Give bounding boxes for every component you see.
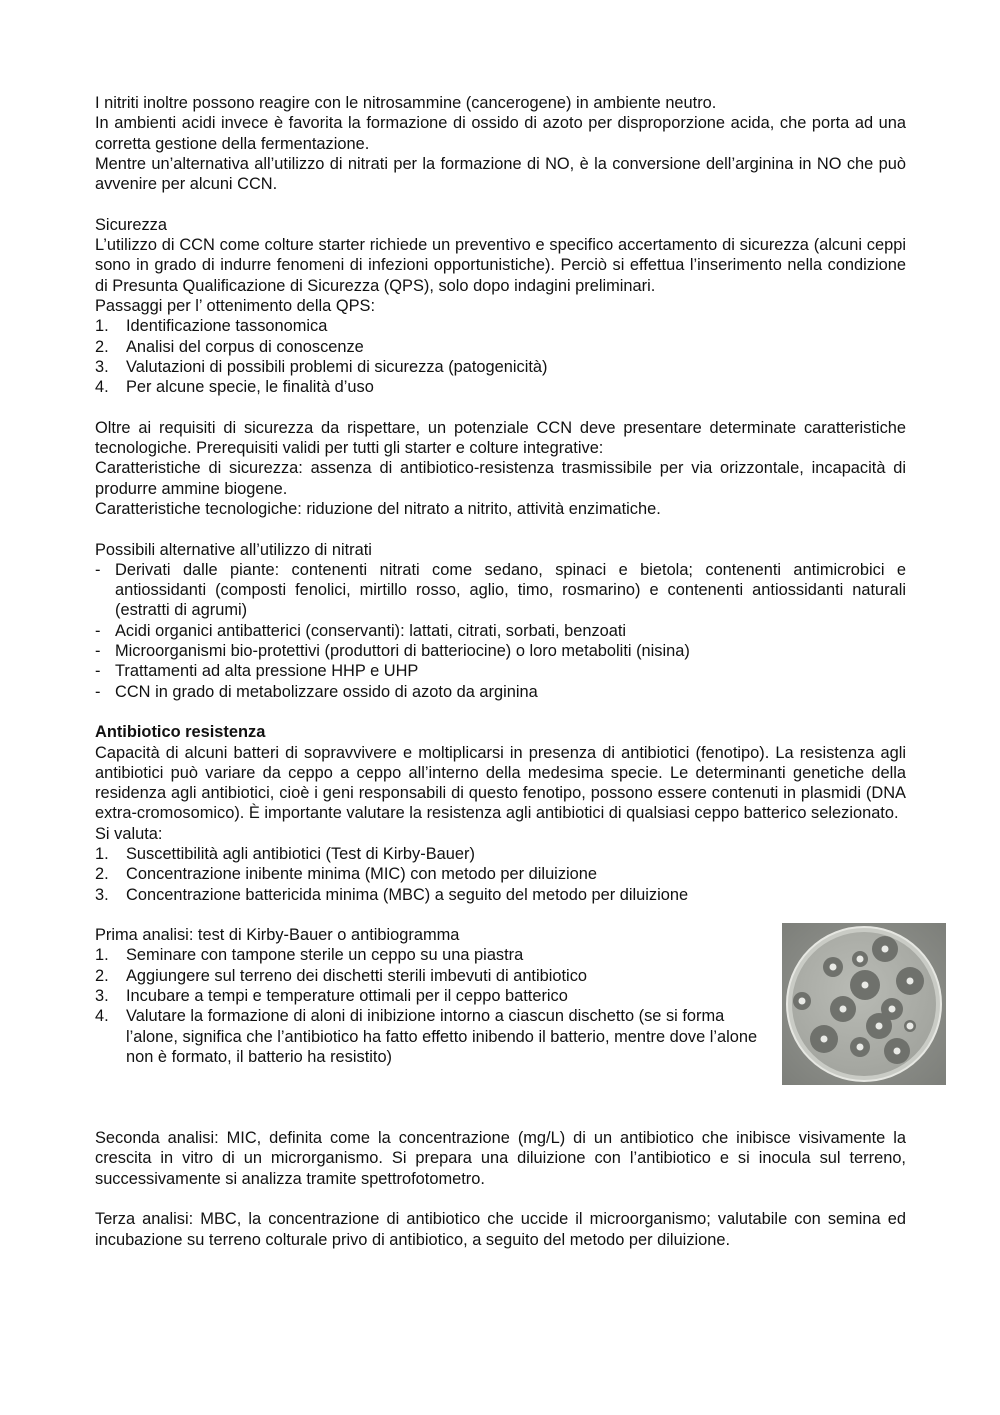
list-item: - Derivati dalle piante: contenenti nitrati come sedano, spinaci e bietola; contenenti antimicrobici e antiossidanti (composti fenolici, mirtillo rosso, aglio, timo, rosmarino) e contenenti antiossidanti naturali (estratti di agrumi) <box>95 560 906 620</box>
kirby-bauer-section <box>95 925 906 1067</box>
intro-paragraph-3: Mentre un’alternativa all’utilizzo di nitrati per la formazione di NO, è la conversione dell’arginina in NO che può avvenire per alcuni CCN. <box>95 154 906 194</box>
sicurezza-title: Sicurezza <box>95 215 167 234</box>
list-item: 2. Concentrazione inibente minima (MIC) con metodo per diluizione <box>95 865 598 884</box>
document-page <box>95 93 906 1250</box>
antibiotico-list-intro: Si valuta: <box>95 824 163 843</box>
list-item: - Microorganismi bio-protettivi (produttori di batteriocine) o loro metaboliti (nisina) <box>95 642 690 661</box>
list-item: 4. Per alcune specie, le finalità d’uso <box>95 378 374 397</box>
requisiti-paragraph-3: Caratteristiche tecnologiche: riduzione del nitrato a nitrito, attività enzimatiche. <box>95 499 661 518</box>
list-item: 4. Valutare la formazione di aloni di inibizione intorno a ciascun dischetto (se si forma l’alone, significa che l’antibiotico ha fatto effetto inibendo il batterio, mentre dove l’alone non è formato, il batterio ha resistito) <box>95 1007 758 1066</box>
antibiotico-body: Capacità di alcuni batteri di sopravvivere e moltiplicarsi in presenza di antibiotici (fenotipo). La resistenza agli antibiotici può variare da ceppo a ceppo all’interno della medesima specie. Le determinanti genetiche della residenza agli antibiotici, cioè i geni responsabili di questo fenotipo, possono essere contenuti in plasmidi (DNA extra-cromosomico). È importante valutare la resistenza agli antibiotici di qualsiasi ceppo batterico selezionato. <box>95 743 906 823</box>
list-item: 3. Incubare a tempi e temperature ottimali per il ceppo batterico <box>95 987 568 1006</box>
terza-analisi-paragraph: Terza analisi: MBC, la concentrazione di antibiotico che uccide il microorganismo; valutabile con semina ed incubazione su terreno colturale privo di antibiotico, a seguito del metodo per diluizione. <box>95 1210 906 1249</box>
list-item: 1. Seminare con tampone sterile un ceppo su una piastra <box>95 946 524 965</box>
antibiogram-plate-photo <box>782 923 946 1085</box>
intro-paragraph-1: I nitriti inoltre possono reagire con le nitrosammine (cancerogene) in ambiente neutro. <box>95 94 717 112</box>
list-item: 1. Identificazione tassonomica <box>95 317 328 336</box>
list-item: - CCN in grado di metabolizzare ossido di azoto da arginina <box>95 682 538 701</box>
qps-steps-list <box>95 316 906 397</box>
requisiti-paragraph-1: Oltre ai requisiti di sicurezza da rispettare, un potenziale CCN deve presentare determinate caratteristiche tecnologiche. Prerequisiti validi per tutti gli starter e colture integrative: <box>95 418 906 458</box>
list-item: - Acidi organici antibatterici (conservanti): lattati, citrati, sorbati, benzoati <box>95 621 627 640</box>
antibiotico-title: Antibiotico resistenza <box>95 723 266 742</box>
antibiotico-list <box>95 844 906 905</box>
qps-steps-intro: Passaggi per l’ ottenimento della QPS: <box>95 296 376 315</box>
prima-analisi-steps <box>95 945 765 1067</box>
list-item: 3. Concentrazione battericida minima (MBC) a seguito del metodo per diluizione <box>95 885 689 904</box>
alternative-title: Possibili alternative all’utilizzo di nitrati <box>95 540 372 559</box>
requisiti-paragraph-2: Caratteristiche di sicurezza: assenza di antibiotico-resistenza trasmissibile per via orizzontale, incapacità di produrre ammine biogene. <box>95 459 906 498</box>
list-item: 3. Valutazioni di possibili problemi di sicurezza (patogenicità) <box>95 357 548 376</box>
intro-paragraph-2: In ambienti acidi invece è favorita la formazione di ossido di azoto per disproporzione acida, che porta ad una corretta gestione della fermentazione. <box>95 114 906 153</box>
list-item: 1. Suscettibilità agli antibiotici (Test di Kirby-Bauer) <box>95 844 475 863</box>
list-item: 2. Analisi del corpus di conoscenze <box>95 337 364 356</box>
sicurezza-body: L’utilizzo di CCN come colture starter richiede un preventivo e specifico accertamento di sicurezza (alcuni ceppi sono in grado di indurre fenomeni di infezioni opportunistiche). Perciò si effettua l’inserimento nella condizione di Presunta Qualificazione di Sicurezza (QPS), solo dopo indagini preliminari. <box>95 236 906 295</box>
alternative-list <box>95 560 906 702</box>
list-item: - Trattamenti ad alta pressione HHP e UHP <box>95 662 419 681</box>
list-item: 2. Aggiungere sul terreno dei dischetti sterili imbevuti di antibiotico <box>95 966 588 985</box>
seconda-analisi-paragraph: Seconda analisi: MIC, definita come la concentrazione (mg/L) di un antibiotico che inibisce visivamente la crescita in vitro di un microrganismo. Si prepara una diluizione con l’antibiotico e si inocula sul terreno, successivamente si analizza tramite spettrofotometro. <box>95 1129 906 1188</box>
prima-analisi-title: Prima analisi: test di Kirby-Bauer o antibiogramma <box>95 926 460 945</box>
petri-dish-image <box>782 923 946 1085</box>
